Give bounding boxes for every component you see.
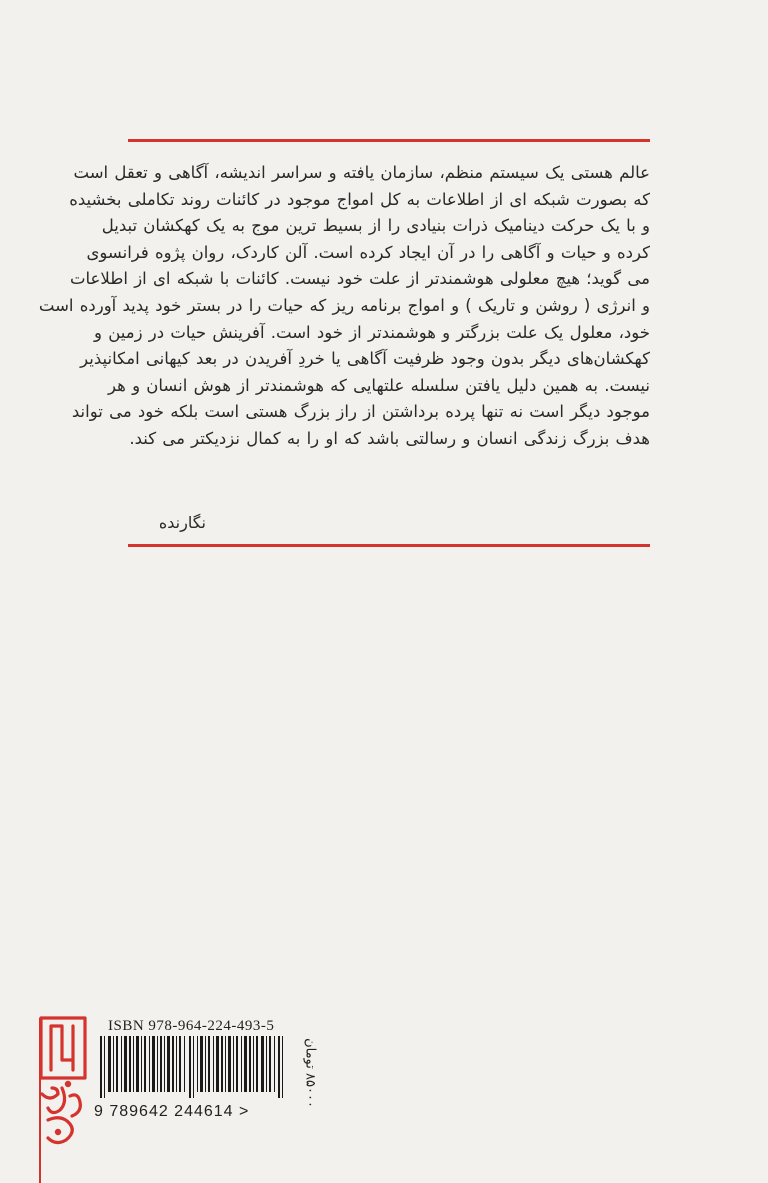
- blurb-text: [38, 160, 650, 453]
- blurb-line: کهکشان‌های دیگر بدون وجود ظرفیت آگاهی یا خردِ آفریدن در بعد کیهانی امکانپذیر: [80, 349, 650, 369]
- blurb-line: و با یک حرکت دینامیک ذرات بنیادی را از بسیط ترین موج به یک کهکشان تبدیل: [101, 216, 650, 236]
- blurb-line: نیست. به همین دلیل یافتن سلسله علتهایی که هوشمندتر از هوش انسان و هر: [108, 375, 650, 395]
- bottom-red-rule: [128, 544, 650, 547]
- blurb-line: هدف بزرگ زندگی انسان و رسالتی باشد که او را به کمال نزدیکتر می کند.: [129, 428, 650, 448]
- blurb-line: خود، معلول یک علت بزرگتر و هوشمندتر از خود است. آفرینش حیات در زمین و: [94, 322, 650, 342]
- author-signature: نگارنده: [158, 513, 206, 532]
- top-red-rule: [128, 139, 650, 142]
- blurb-line: کرده و حیات و آگاهی را در آن ایجاد کرده است. آلن کاردک، روان پژوه فرانسوی: [86, 242, 650, 262]
- blurb-line: عالم هستی یک سیستم منظم، سازمان یافته و سراسر اندیشه، آگاهی و تعقل است: [73, 163, 650, 182]
- blurb-line: می گوید؛ هیچ معلولی هوشمندتر از علت خود نیست. کائنات با شبکه ای از اطلاعات: [69, 269, 650, 289]
- barcode-number: 9 789642 244614 >: [94, 1103, 250, 1120]
- barcode-image: [100, 1036, 286, 1098]
- publisher-logo-icon: [38, 1016, 90, 1151]
- price-label: [301, 1028, 319, 1118]
- isbn-label: ISBN 978-964-224-493-5: [108, 1018, 275, 1034]
- blurb-line: موجود دیگر است نه تنها پرده برداشتن از راز بزرگ هستی است بلکه خود می تواند: [71, 402, 650, 422]
- blurb-line: که بصورت شبکه ای از اطلاعات به کل امواج موجود در کائنات روند تکاملی بخشیده: [69, 189, 650, 209]
- blurb-line: و انرژی ( روشن و تاریک ) و امواج برنامه ریز که حیات را در بستر خود پدید آورده است: [38, 295, 650, 315]
- price-text: ۸۵۰۰۰ تومان: [302, 1038, 318, 1108]
